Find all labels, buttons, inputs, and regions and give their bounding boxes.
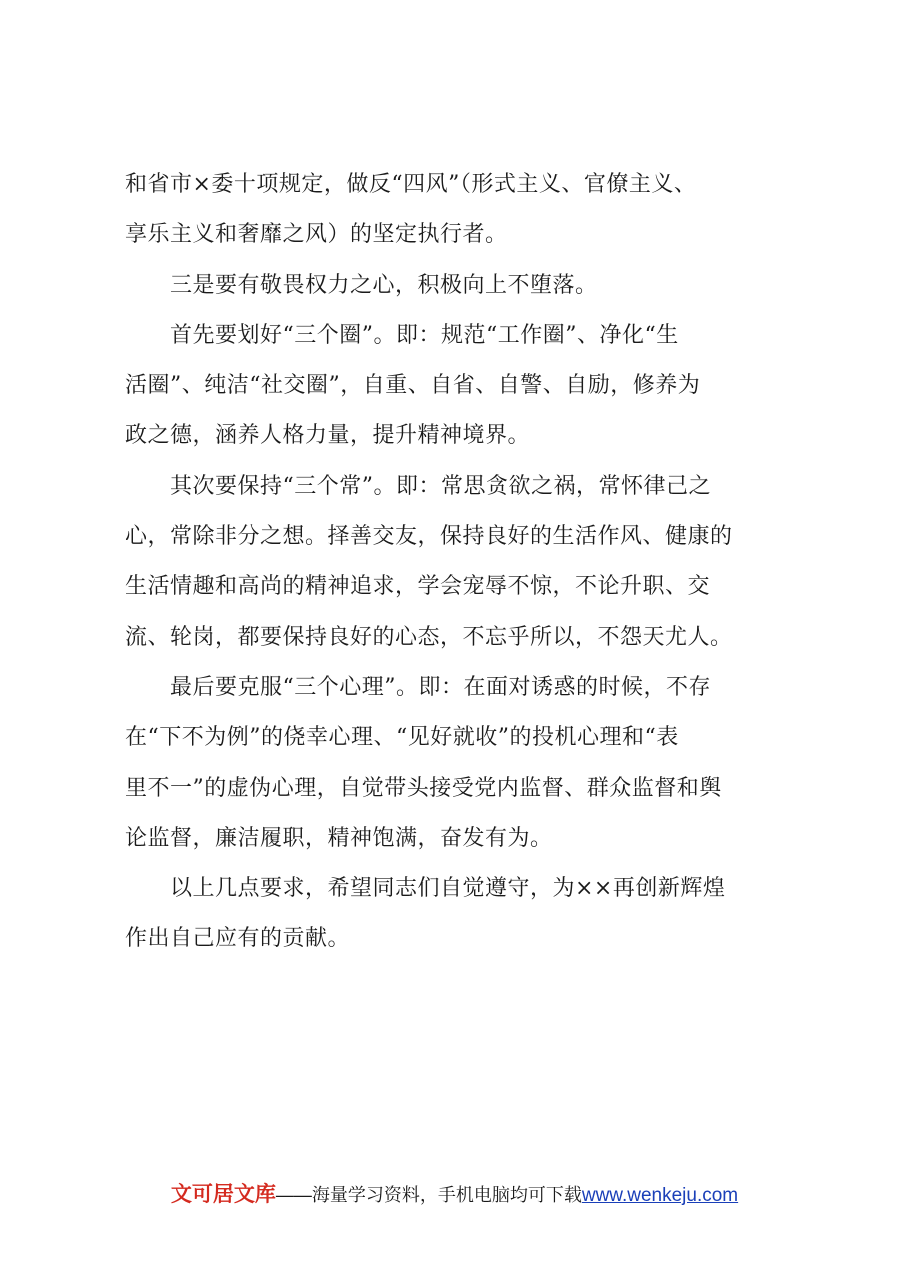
document-body — [125, 160, 805, 965]
text-line: 心，常除非分之想。择善交友，保持良好的生活作风、健康的 — [125, 524, 733, 550]
text-line: 最后要克服“三个心理”。即：在面对诱惑的时候，不存 — [125, 674, 711, 700]
brand-name: 文可居文库 — [170, 1183, 276, 1206]
text-line: 政之德，涵养人格力量，提升精神境界。 — [125, 423, 531, 449]
text-line: 流、轮岗，都要保持良好的心态，不忘乎所以，不怨天尤人。 — [125, 624, 733, 650]
text-line: 论监督，廉洁履职，精神饱满，奋发有为。 — [125, 825, 553, 851]
text-line: 在“下不为例”的侥幸心理、“见好就收”的投机心理和“表 — [125, 725, 679, 751]
text-line: 三是要有敬畏权力之心，积极向上不堕落。 — [125, 272, 598, 298]
text-line: 生活情趣和高尚的精神追求，学会宠辱不惊，不论升职、交 — [125, 574, 711, 600]
text-line: 活圈”、纯洁“社交圈”，自重、自省、自警、自励，修养为 — [125, 373, 701, 399]
website-link[interactable]: www.wenkeju.com — [581, 1185, 739, 1206]
footer-banner — [0, 1178, 909, 1208]
text-line: 首先要划好“三个圈”。即：规范“工作圈”、净化“生 — [125, 322, 679, 348]
text-line: 和省市×委十项规定，做反“四风”（形式主义、官僚主义、 — [125, 172, 697, 197]
text-line: 其次要保持“三个常”。即：常思贪欲之祸，常怀律己之 — [125, 473, 711, 499]
text-line: 享乐主义和奢靡之风）的坚定执行者。 — [125, 222, 508, 248]
footer-tagline: ——海量学习资料，手机电脑均可下载 — [275, 1185, 582, 1205]
text-line: 里不一”的虚伪心理，自觉带头接受党内监督、群众监督和舆 — [125, 775, 722, 801]
text-line: 以上几点要求，希望同志们自觉遵守，为××再创新辉煌 — [125, 876, 726, 902]
text-line: 作出自己应有的贡献。 — [125, 926, 351, 952]
